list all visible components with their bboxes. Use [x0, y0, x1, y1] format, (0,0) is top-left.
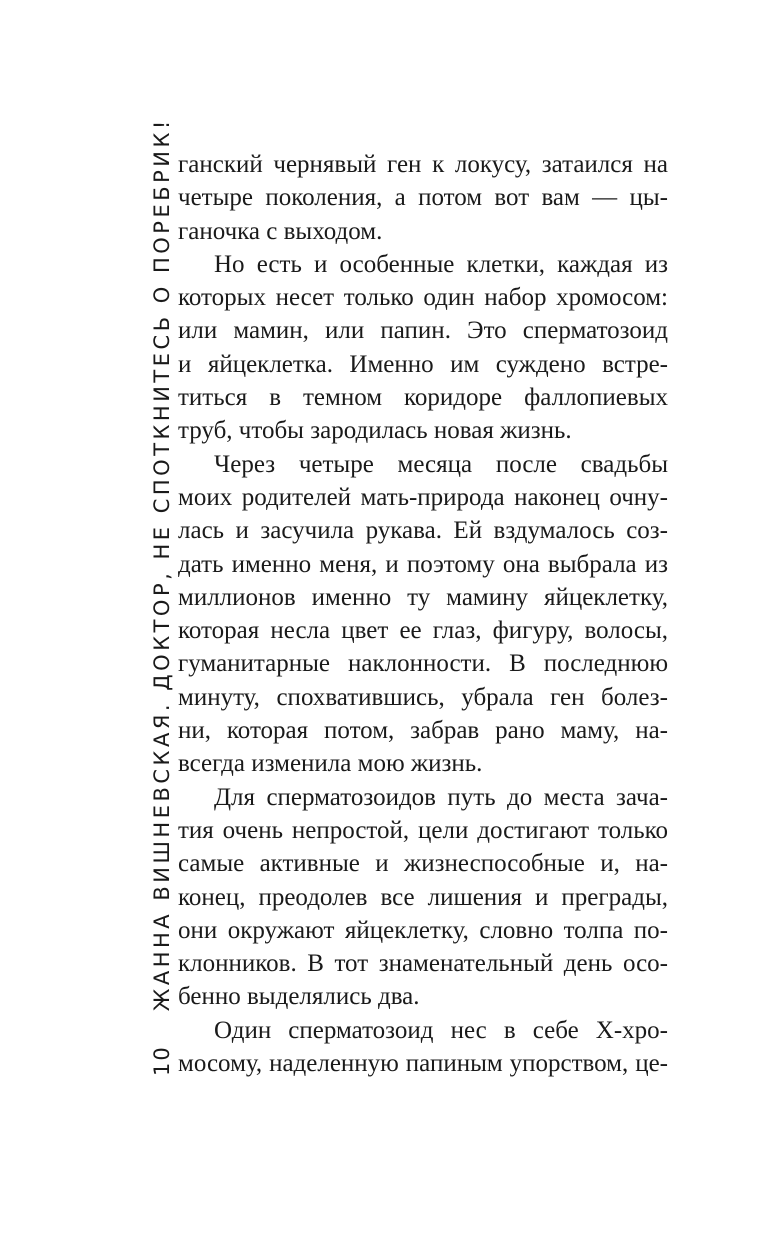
text-line: клонников. В тот знаменательный день осо- — [178, 950, 668, 978]
text-line: ни, которая потом, забрав рано маму, на- — [178, 717, 668, 745]
text-line: Но есть и особенные клетки, каждая из — [214, 250, 668, 278]
text-line: которых несет только один набор хромосом: — [178, 284, 668, 312]
text-line: ганочка с выходом. — [178, 217, 383, 245]
text-line: мосому, наделенную папиным упорством, це- — [178, 1050, 668, 1078]
text-line: Один сперматозоид нес в себе Х-хро- — [214, 1016, 668, 1044]
body-text — [178, 148, 668, 1080]
running-head — [150, 117, 174, 1076]
text-line: ганский чернявый ген к локусу, затаился на — [178, 151, 668, 178]
text-line: моих родителей мать-природа наконец очну- — [178, 483, 668, 511]
text-line: самые активные и жизнеспособные и, на- — [178, 850, 668, 878]
text-line: труб, чтобы зародилась новая жизнь. — [178, 417, 572, 445]
text-line: минуту, спохватившись, убрала ген болез- — [178, 683, 668, 711]
text-line: титься в темном коридоре фаллопиевых — [178, 384, 668, 412]
text-line: они окружают яйцеклетку, словно толпа по- — [178, 916, 668, 944]
text-line: четыре поколения, а потом вот вам — цы- — [178, 184, 668, 212]
text-line: бенно выделялись два. — [178, 983, 420, 1011]
text-line: Для сперматозоидов путь до места зача- — [214, 783, 668, 811]
text-line: тия очень непростой, цели достигают только — [178, 816, 668, 844]
page-number: 10 — [150, 1045, 174, 1076]
running-head-title: ЖАННА ВИШНЕВСКАЯ. ДОКТОР, НЕ СПОТКНИТЕСЬ О ПОРЕБРИК! — [150, 117, 174, 1012]
text-line: конец, преодолев все лишения и преграды, — [178, 883, 668, 911]
text-line: которая несла цвет ее глаз, фигуру, волосы, — [178, 617, 668, 645]
text-line: всегда изменила мою жизнь. — [178, 750, 483, 778]
text-line: миллионов именно ту мамину яйцеклетку, — [178, 583, 668, 611]
text-line: лась и засучила рукава. Ей вздумалось соз- — [178, 517, 668, 545]
text-line: дать именно меня, и поэтому она выбрала из — [178, 550, 668, 578]
text-line: и яйцеклетка. Именно им суждено встре- — [178, 350, 668, 378]
text-line: гуманитарные наклонности. В последнюю — [178, 650, 668, 678]
text-line: или мамин, или папин. Это сперматозоид — [178, 317, 668, 345]
text-line: Через четыре месяца после свадьбы — [214, 450, 668, 478]
